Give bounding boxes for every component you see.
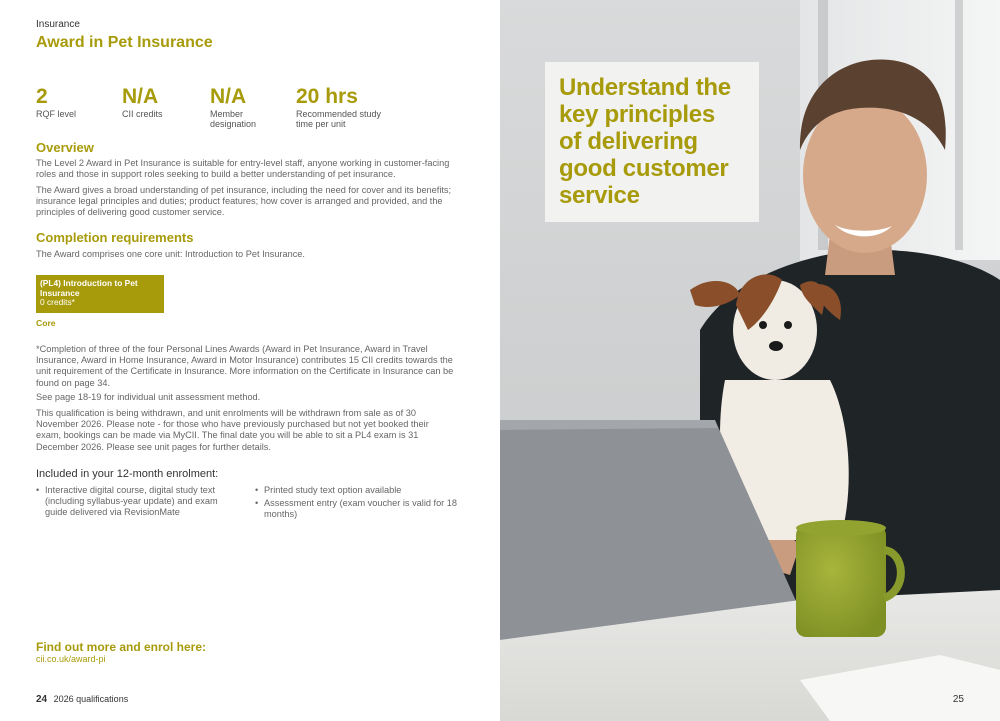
- list-item: • Interactive digital course, digital study text (including syllabus-year update) and exam guide delivered via RevisionMate: [36, 485, 236, 519]
- stat-rqf-level: [36, 86, 76, 119]
- callout-line: service: [559, 182, 640, 209]
- unit-title: (PL4) Introduction to Pet: [40, 278, 138, 288]
- completion-text: The Award comprises one core unit: Introduction to Pet Insurance.: [36, 249, 305, 259]
- enrol-link[interactable]: cii.co.uk/award-pi: [36, 654, 106, 664]
- core-label: Core: [36, 318, 56, 328]
- page-number: 24: [36, 694, 48, 705]
- footnote-text: *Completion of three of the four Personal Lines Awards (Award in Pet Insurance, Award in Travel Insurance, Award in Home Insurance, Award in Motor Insurance) contributes 15 CII credits towards the unit requirement of the Certificate in Insurance. More information on the Certificate in Insurance can be found on page 34.: [36, 344, 454, 388]
- stat-value: 20 hrs: [296, 85, 358, 108]
- unit-credits: 0 credits*: [40, 297, 75, 307]
- stat-label: RQF level: [36, 109, 77, 119]
- included-heading: Included in your 12-month enrolment:: [36, 468, 219, 480]
- withdrawal-note: This qualification is being withdrawn, and unit enrolments will be withdrawn from sale as of 30 November 2026. Please note - for those who have previously purchased but not yet booked their exam, bookings can be made via MyCII. The final date you will be able to sit a PL4 exam is 31 December 2026. Please see unit pages for further details.: [36, 408, 429, 452]
- unit-title: Insurance: [40, 288, 80, 298]
- list-item: • Printed study text option available: [255, 485, 465, 496]
- stat-label: Member: [210, 109, 244, 119]
- included-list-column-1: [36, 485, 236, 521]
- stat-label: Recommended study: [296, 109, 382, 119]
- find-out-heading: Find out more and enrol here:: [36, 640, 207, 654]
- left-footer: [36, 694, 128, 705]
- footer-text: 2026 qualifications: [53, 694, 129, 704]
- overview-paragraph: The Level 2 Award in Pet Insurance is suitable for entry-level staff, anyone working in customer-facing roles and those in support roles seeking to build a better understanding of pet insurance.: [36, 158, 450, 180]
- overview-paragraph: The Award gives a broad understanding of pet insurance, including the need for cover and its benefits; insurance legal principles and duties; product features; how cover is arranged and provided, and the principles of delivering good customer service.: [36, 185, 452, 218]
- list-item: • Assessment entry (exam voucher is valid for 18 months): [255, 498, 465, 520]
- stat-cii-credits: [122, 86, 163, 119]
- callout-line: of delivering: [559, 128, 698, 155]
- right-page: [500, 0, 1000, 721]
- assessment-note: See page 18-19 for individual unit assessment method.: [36, 392, 261, 402]
- included-list-column-2: [255, 485, 465, 523]
- pull-quote-callout: [545, 62, 759, 222]
- callout-line: Understand the: [559, 74, 731, 101]
- stat-label: designation: [210, 119, 257, 129]
- page-number: 25: [952, 694, 964, 705]
- stat-value: 2: [36, 85, 48, 108]
- stat-value: N/A: [122, 85, 159, 108]
- overview-heading: Overview: [36, 140, 94, 155]
- completion-heading: Completion requirements: [36, 230, 194, 245]
- stat-value: N/A: [210, 85, 247, 108]
- core-unit-box: [36, 275, 164, 313]
- key-facts: [36, 86, 476, 130]
- stat-member-designation: [210, 86, 280, 129]
- section-label: Insurance: [36, 19, 80, 30]
- stat-study-time: [296, 86, 406, 129]
- page-title: Award in Pet Insurance: [36, 34, 213, 51]
- stat-label: time per unit: [296, 119, 346, 129]
- callout-line: good customer: [559, 155, 729, 182]
- callout-line: key principles: [559, 101, 715, 128]
- stat-label: CII credits: [122, 109, 163, 119]
